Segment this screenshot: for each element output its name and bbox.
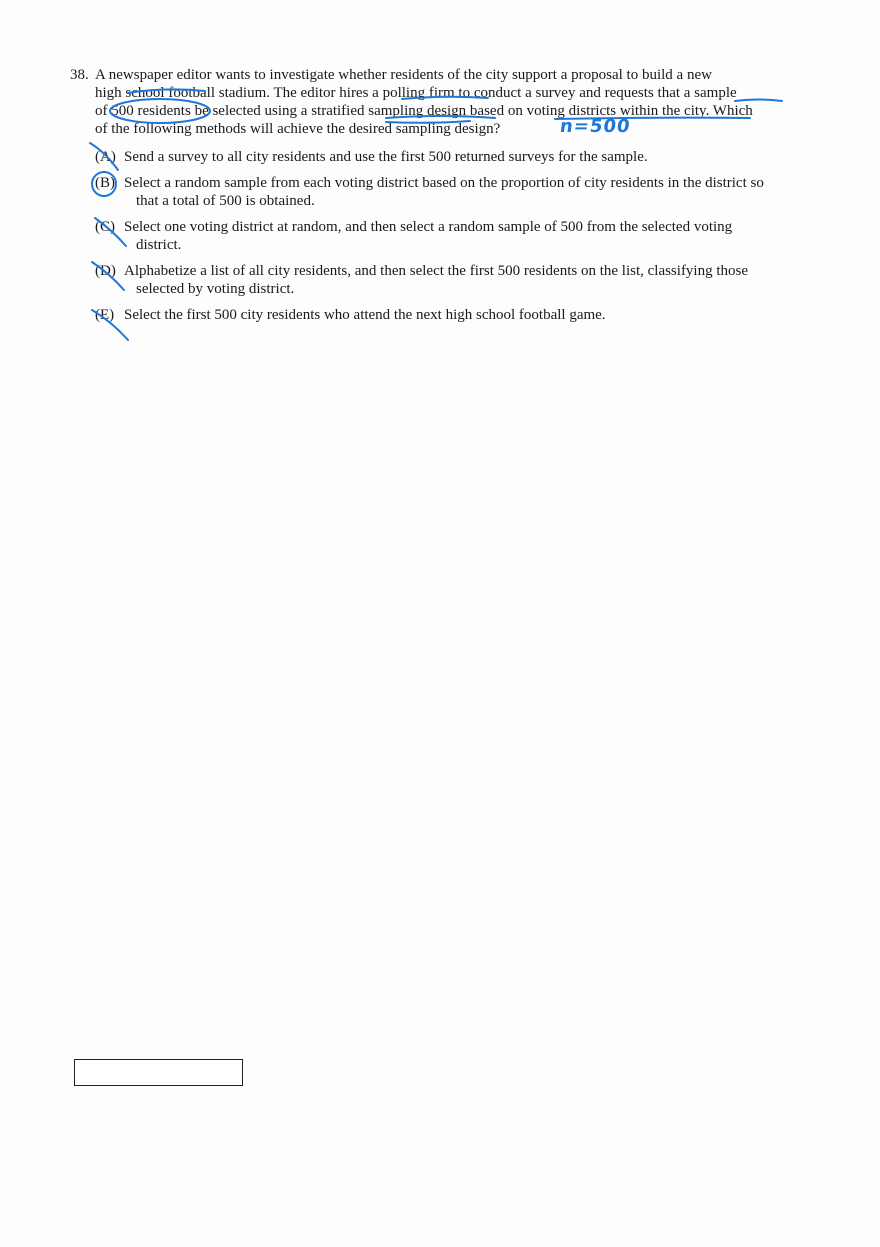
choice-text: Alphabetize a list of all city residents, and then select the first 500 residents on the list, classifying those [124, 263, 749, 279]
stem-line: A newspaper editor wants to investigate whether residents of the city support a proposal to build a new [95, 67, 712, 83]
stem-line: high school football stadium. The editor hires a polling firm to conduct a survey and requests that a sample [95, 85, 737, 101]
choice-text: Select one voting district at random, and then select a random sample of 500 from the selected voting [124, 219, 733, 235]
choice-b[interactable] [95, 174, 815, 210]
choice-d[interactable] [95, 262, 815, 298]
choice-text: district. [136, 237, 182, 253]
question-38 [70, 66, 810, 138]
choice-text: Select the first 500 city residents who attend the next high school football game. [124, 307, 606, 323]
choice-letter: (B) [95, 175, 115, 191]
choice-letter: (D) [95, 263, 116, 279]
answer-choices [95, 148, 815, 332]
question-number: 38. [70, 67, 89, 83]
stem-line: of 500 residents be selected using a stratified sampling design based on voting districts within the city. Which [95, 103, 753, 119]
choice-a[interactable] [95, 148, 815, 166]
question-stem [95, 66, 810, 138]
stem-line: of the following methods will achieve the desired sampling design? [95, 121, 501, 137]
choice-letter: (E) [95, 307, 115, 323]
choice-e[interactable] [95, 306, 815, 324]
choice-text: Select a random sample from each voting district based on the proportion of city residents in the district so [124, 175, 764, 191]
answer-box[interactable] [74, 1059, 243, 1086]
choice-letter: (A) [95, 149, 116, 165]
choice-text: Send a survey to all city residents and use the first 500 returned surveys for the sample. [124, 149, 648, 165]
choice-text: selected by voting district. [136, 281, 295, 297]
choice-text: that a total of 500 is obtained. [136, 193, 315, 209]
choice-c[interactable] [95, 218, 815, 254]
choice-letter: (C) [95, 219, 115, 235]
handwritten-note: n=500 [558, 116, 632, 137]
